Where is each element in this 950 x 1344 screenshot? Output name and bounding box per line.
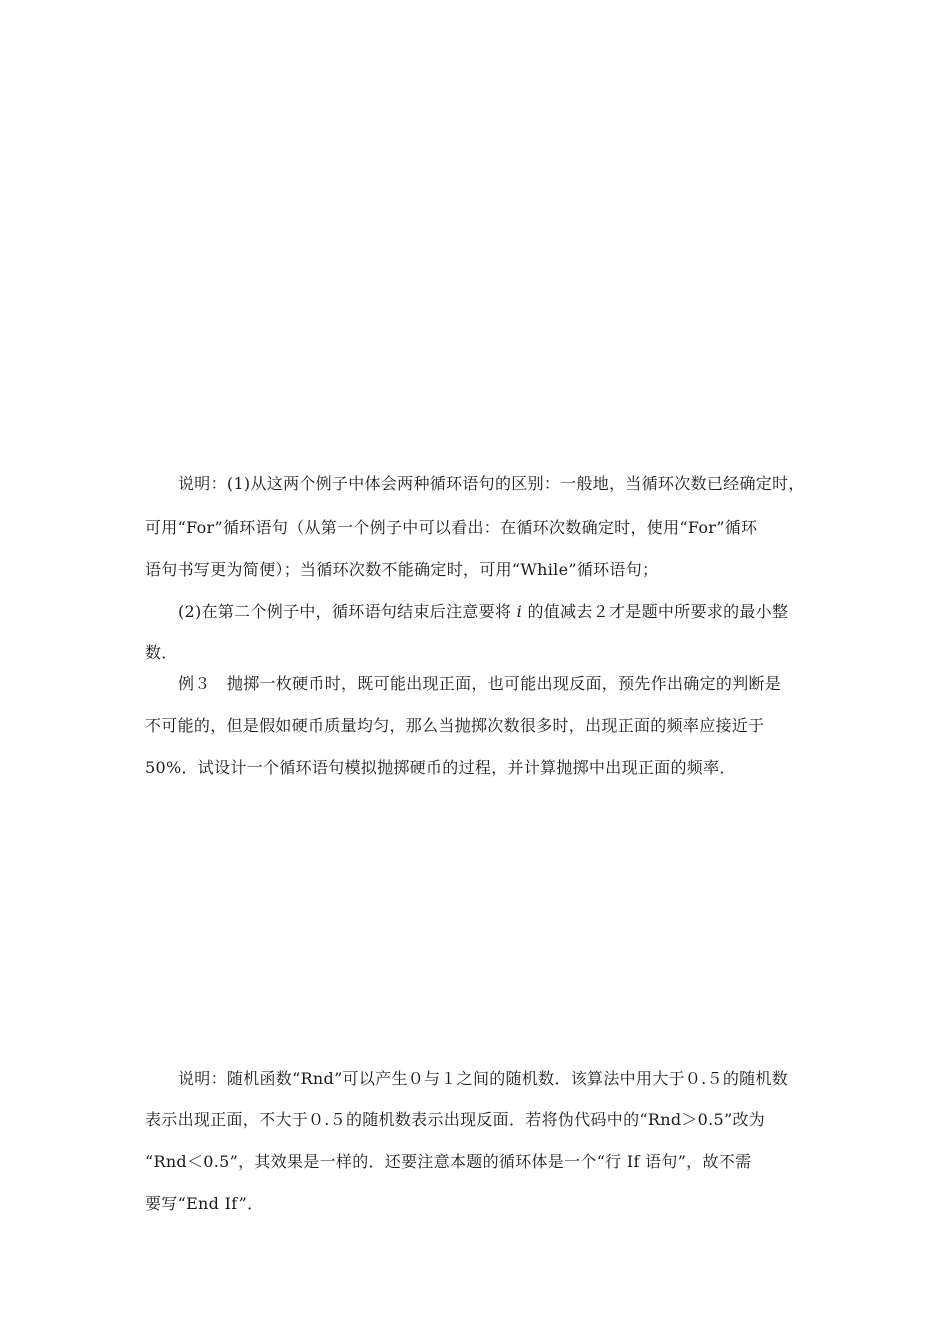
note1-line1: 说明：(1)从这两个例子中体会两种循环语句的区别：一般地，当循环次数已经确定时， bbox=[178, 474, 805, 493]
note2-line1: 说明：随机函数“Rnd”可以产生０与１之间的随机数．该算法中用大于０.５的随机数 bbox=[178, 1069, 789, 1088]
note1-line4-post: 的值减去２才是题中所要求的最小整 bbox=[522, 602, 789, 621]
example3-line2: 不可能的，但是假如硬币质量均匀，那么当抛掷次数很多时，出现正面的频率应接近于 bbox=[145, 716, 765, 735]
example3-line1: 例３ 抛掷一枚硬币时，既可能出现正面，也可能出现反面，预先作出确定的判断是 bbox=[178, 674, 782, 693]
note2-line4: 要写“End If”． bbox=[145, 1194, 264, 1213]
note2-line3: “Rnd＜0.5”，其效果是一样的．还要注意本题的循环体是一个“行 If 语句”，故不需 bbox=[145, 1152, 752, 1171]
example3-line3: 50%．试设计一个循环语句模拟抛掷硬币的过程，并计算抛掷中出现正面的频率． bbox=[145, 758, 736, 777]
note1-line4 bbox=[178, 600, 828, 624]
note1-line4-pre: (2)在第二个例子中，循环语句结束后注意要将 bbox=[178, 602, 517, 621]
blank-region-top bbox=[145, 0, 825, 470]
note1-line3: 语句书写更为简便）；当循环次数不能确定时，可用“While”循环语句； bbox=[145, 560, 659, 579]
variable-i: i bbox=[516, 602, 523, 621]
note1-line5: 数． bbox=[145, 643, 178, 662]
blank-region-middle bbox=[145, 800, 825, 1060]
note1-line2: 可用“For”循环语句（从第一个例子中可以看出：在循环次数确定时，使用“For”循环 bbox=[145, 518, 758, 537]
note2-line2: 表示出现正面，不大于０.５的随机数表示出现反面．若将伪代码中的“Rnd＞0.5”改为 bbox=[145, 1110, 766, 1129]
